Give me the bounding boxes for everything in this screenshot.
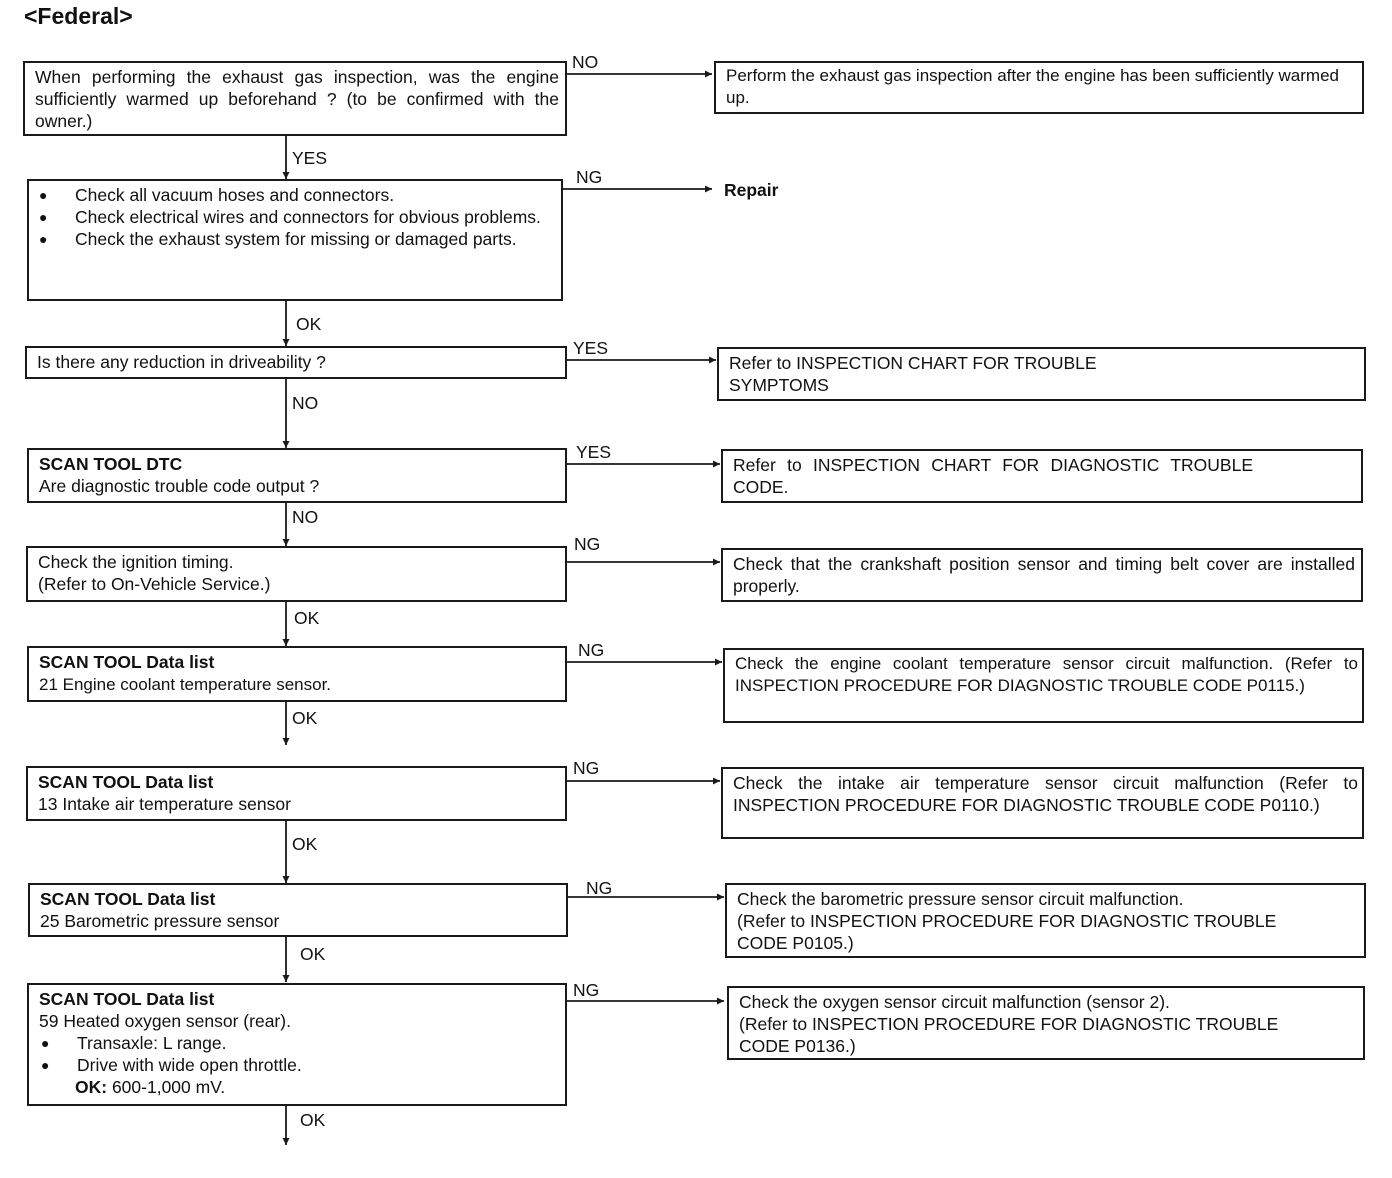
- step9-bullet-text: Transaxle: L range.: [77, 1033, 227, 1053]
- step4-result-text: Refer to INSPECTION CHART FOR DIAGNOSTIC TROUBLE CODE.: [733, 455, 1253, 497]
- step5-check-text: Check the ignition timing.: [38, 552, 234, 572]
- step7-data-box: [26, 766, 567, 821]
- step5-result-text: Check that the crankshaft position sensor and timing belt cover are installed properly.: [733, 554, 1355, 596]
- step4-down-label: NO: [292, 507, 319, 527]
- step5-down-label: OK: [294, 608, 320, 628]
- step5-check-box: [26, 546, 567, 602]
- step3-side-label: YES: [573, 338, 609, 358]
- step6-data-text: 21 Engine coolant temperature sensor.: [39, 675, 332, 694]
- bullet-icon: ●: [41, 1035, 50, 1051]
- step9-heading: SCAN TOOL Data list: [39, 989, 215, 1009]
- step6-side-label: NG: [578, 640, 605, 660]
- step1-question-box: [23, 61, 567, 136]
- step7-data-text: 13 Intake air temperature sensor: [38, 794, 291, 814]
- step9-bullet-text: Drive with wide open throttle.: [77, 1055, 302, 1075]
- step5-check-note: (Refer to On-Vehicle Service.): [38, 574, 271, 594]
- step2-result-text: Repair: [724, 180, 779, 200]
- step8-data-box: [28, 883, 568, 937]
- step4-heading: SCAN TOOL DTC: [39, 454, 183, 474]
- bullet-icon: ●: [41, 1057, 50, 1073]
- step9-data-text: 59 Heated oxygen sensor (rear).: [39, 1011, 291, 1031]
- step8-result-line1: Check the barometric pressure sensor circuit malfunction.: [737, 889, 1184, 909]
- step9-ok-label: OK:: [75, 1077, 108, 1097]
- step7-side-label: NG: [573, 758, 600, 778]
- step9-result-line2: (Refer to INSPECTION PROCEDURE FOR DIAGNOSTIC TROUBLE CODE P0136.): [739, 1014, 1279, 1056]
- step6-result-text: Check the engine coolant temperature sensor circuit malfunction. (Refer to INSPECTION PROCEDURE FOR DIAGNOSTIC TROUBLE CODE P0115.): [735, 654, 1358, 695]
- step8-heading: SCAN TOOL Data list: [40, 889, 216, 909]
- step3-question-text: Is there any reduction in driveability ?: [37, 352, 326, 372]
- step7-result-box: [721, 767, 1364, 839]
- bullet-icon: ●: [39, 231, 48, 247]
- step9-side-label: NG: [573, 980, 600, 1000]
- step2-bullet-text: Check electrical wires and connectors for obvious problems.: [75, 207, 541, 227]
- step7-result-text: Check the intake air temperature sensor circuit malfunction (Refer to INSPECTION PROCEDURE FOR DIAGNOSTIC TROUBLE CODE P0110.): [733, 773, 1358, 815]
- step3-result-text: Refer to INSPECTION CHART FOR TROUBLE SYMPTOMS: [729, 353, 1097, 395]
- step3-question-box: [25, 346, 567, 379]
- step3-down-label: NO: [292, 393, 319, 413]
- step9-ok-spec: [39, 1076, 555, 1098]
- step8-data-text: 25 Barometric pressure sensor: [40, 911, 280, 931]
- step6-data-box: [27, 646, 567, 702]
- step4-question-text: Are diagnostic trouble code output ?: [39, 476, 320, 496]
- step6-result-box: [723, 648, 1364, 723]
- bullet-icon: ●: [39, 209, 48, 225]
- step2-side-label: NG: [576, 167, 603, 187]
- step9-bullet-item: [39, 1054, 555, 1076]
- step9-result-line1: Check the oxygen sensor circuit malfunction (sensor 2).: [739, 992, 1170, 1012]
- step1-down-label: YES: [292, 148, 328, 168]
- step2-down-label: OK: [296, 314, 322, 334]
- bullet-icon: ●: [39, 187, 48, 203]
- step1-question-text: When performing the exhaust gas inspection, was the engine sufficiently warmed up beforehand ? (to be confirmed with the owner.): [35, 67, 559, 131]
- step4-result-box: [721, 449, 1363, 503]
- step8-result-line2: (Refer to INSPECTION PROCEDURE FOR DIAGNOSTIC TROUBLE CODE P0105.): [737, 911, 1277, 953]
- step8-result-box: [725, 883, 1366, 958]
- step7-down-label: OK: [292, 834, 318, 854]
- step2-bullet-item: [37, 184, 555, 206]
- step9-data-box: [27, 983, 567, 1106]
- step9-ok-value: 600-1,000 mV.: [111, 1077, 226, 1097]
- step1-side-label: NO: [572, 52, 599, 72]
- step9-bullet-item: [39, 1032, 555, 1054]
- step6-down-label: OK: [292, 708, 318, 728]
- step5-side-label: NG: [574, 534, 601, 554]
- step4-question-box: [27, 448, 567, 503]
- step4-side-label: YES: [576, 442, 612, 462]
- step2-bullet-text: Check all vacuum hoses and connectors.: [75, 185, 395, 205]
- step2-bullet-item: [37, 206, 555, 228]
- step8-side-label: NG: [586, 878, 613, 898]
- step8-down-label: OK: [300, 944, 326, 964]
- step7-heading: SCAN TOOL Data list: [38, 772, 214, 792]
- step9-result-box: [727, 986, 1365, 1060]
- step6-heading: SCAN TOOL Data list: [39, 652, 215, 672]
- step3-result-box: [717, 347, 1366, 401]
- step2-bullet-text: Check the exhaust system for missing or damaged parts.: [75, 229, 517, 249]
- step1-result-box: [714, 61, 1364, 114]
- step5-result-box: [721, 548, 1363, 602]
- step2-check-box: [27, 179, 563, 301]
- step2-bullet-item: [37, 228, 555, 250]
- step1-result-text: Perform the exhaust gas inspection after the engine has been sufficiently warmed up.: [726, 66, 1339, 107]
- step9-down-label: OK: [300, 1110, 326, 1130]
- page-title: <Federal>: [24, 3, 133, 29]
